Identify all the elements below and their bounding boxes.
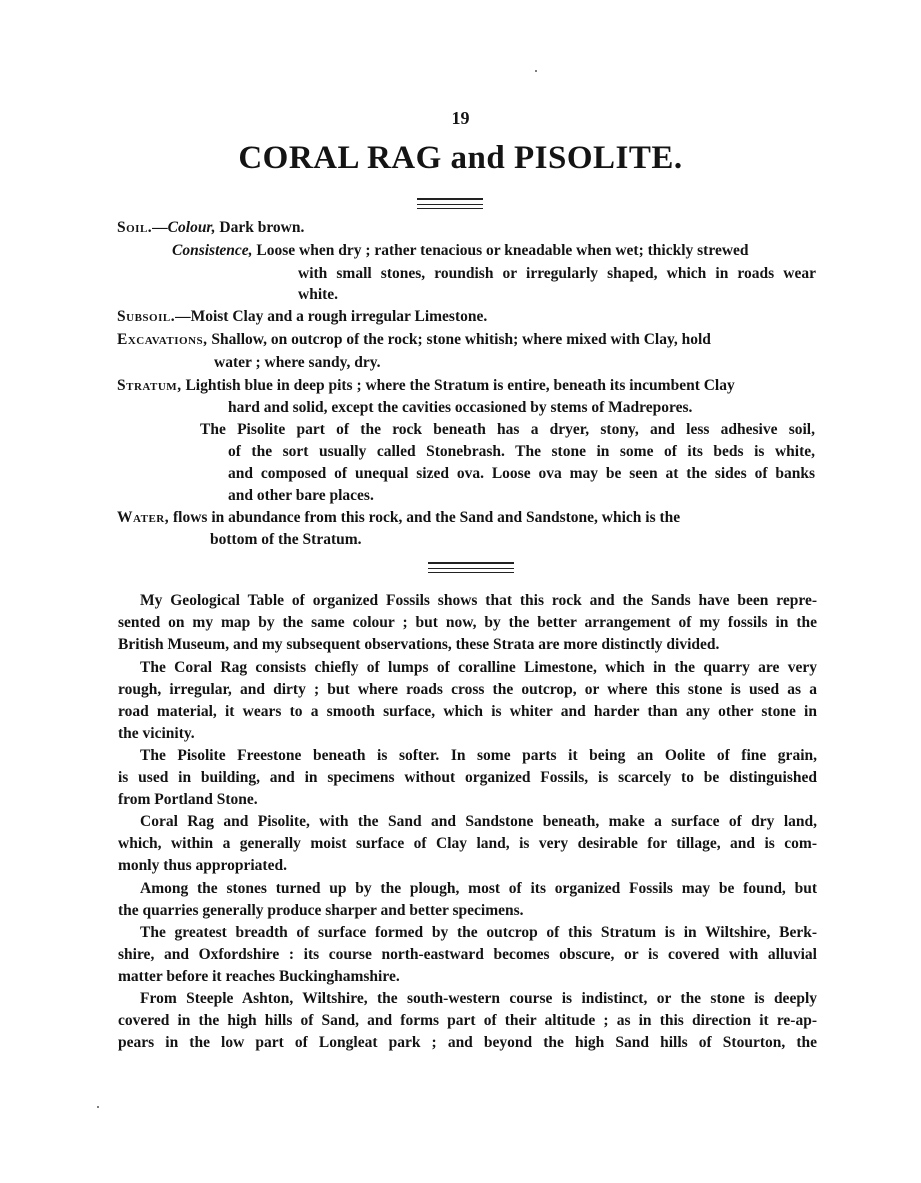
body-line: The Pisolite Freestone beneath is softer. In some parts it being an Oolite of fine grain, <box>140 747 817 764</box>
soil-consistence-line: with small stones, roundish or irregularly shaped, which in roads wear <box>298 265 816 282</box>
stratum-row <box>117 376 735 396</box>
title-double-rule <box>417 198 483 205</box>
stratum-label: Stratum, <box>117 377 182 394</box>
body-line: Coral Rag and Pisolite, with the Sand and Sandstone beneath, make a surface of dry land, <box>140 813 817 830</box>
body-line: matter before it reaches Buckinghamshire. <box>118 968 400 985</box>
soil-row: Soil.—Colour, Dark brown. <box>117 219 305 236</box>
soil-consistence-label: Consistence, <box>172 242 253 259</box>
water-row <box>117 508 680 528</box>
section-double-rule <box>428 562 514 569</box>
body-line: is used in building, and in specimens without organized Fossils, is scarcely to be distinguished <box>118 769 817 786</box>
body-line: The Coral Rag consists chiefly of lumps of coralline Limestone, which in the quarry are very <box>140 659 817 676</box>
pisolite-line: and composed of unequal sized ova. Loose ova may be seen at the sides of banks <box>228 465 815 482</box>
excavations-line: Shallow, on outcrop of the rock; stone whitish; where mixed with Clay, hold <box>211 331 711 348</box>
soil-consistence-line: white. <box>298 286 339 303</box>
soil-colour-label: Colour, <box>167 219 216 236</box>
page-speck <box>535 70 537 72</box>
water-line: flows in abundance from this rock, and the Sand and Sandstone, which is the <box>173 509 681 526</box>
page-number: 19 <box>451 108 470 128</box>
soil-colour-value: Dark brown. <box>219 219 305 236</box>
body-line: covered in the high hills of Sand, and forms part of their altitude ; as in this direction it re-ap- <box>118 1012 817 1029</box>
body-line: My Geological Table of organized Fossils shows that this rock and the Sands have been repre- <box>140 592 817 609</box>
excavations-line: water ; where sandy, dry. <box>214 354 381 371</box>
title-single-rule <box>417 208 483 209</box>
water-line: bottom of the Stratum. <box>210 531 362 548</box>
page-title: CORAL RAG and PISOLITE. <box>238 140 683 176</box>
section-single-rule <box>428 572 514 573</box>
body-line: Among the stones turned up by the plough, most of its organized Fossils may be found, but <box>140 880 817 897</box>
pisolite-line: and other bare places. <box>228 487 374 504</box>
subsoil-row: Subsoil.—Moist Clay and a rough irregular Limestone. <box>117 308 488 325</box>
body-line: shire, and Oxfordshire : its course north-eastward becomes obscure, or is covered with alluvial <box>118 946 817 963</box>
pisolite-line: of the sort usually called Stonebrash. The stone in some of its beds is white, <box>228 443 815 460</box>
body-line: which, within a generally moist surface of Clay land, is very desirable for tillage, and is com- <box>118 835 817 852</box>
body-line: from Portland Stone. <box>118 791 258 808</box>
body-line: The greatest breadth of surface formed by the outcrop of this Stratum is in Wiltshire, Berk- <box>140 924 817 941</box>
soil-consistence-row <box>172 241 749 261</box>
excavations-row <box>117 330 711 350</box>
body-line: monly thus appropriated. <box>118 857 287 874</box>
excavations-label: Excavations, <box>117 331 208 348</box>
body-line: the vicinity. <box>118 725 195 742</box>
body-line: pears in the low part of Longleat park ; and beyond the high Sand hills of Stourton, the <box>118 1034 817 1051</box>
body-line: sented on my map by the same colour ; but now, by the better arrangement of my fossils in the <box>118 614 817 631</box>
soil-consistence-line: Loose when dry ; rather tenacious or kneadable when wet; thickly strewed <box>256 242 749 259</box>
stratum-line: Lightish blue in deep pits ; where the Stratum is entire, beneath its incumbent Clay <box>185 377 735 394</box>
body-line: road material, it wears to a smooth surface, which is whiter and harder than any other stone in <box>118 703 817 720</box>
soil-label: Soil. <box>117 219 153 236</box>
subsoil-label: Subsoil. <box>117 308 176 325</box>
body-line: the quarries generally produce sharper and better specimens. <box>118 902 524 919</box>
subsoil-text: Moist Clay and a rough irregular Limestone. <box>190 308 488 325</box>
page-speck <box>97 1106 99 1108</box>
body-line: From Steeple Ashton, Wiltshire, the south-western course is indistinct, or the stone is deeply <box>140 990 817 1007</box>
water-label: Water, <box>117 509 170 526</box>
body-line: rough, irregular, and dirty ; but where roads cross the outcrop, or where this stone is used as a <box>118 681 817 698</box>
body-line: British Museum, and my subsequent observations, these Strata are more distinctly divided. <box>118 636 720 653</box>
stratum-line: hard and solid, except the cavities occasioned by stems of Madrepores. <box>228 399 693 416</box>
pisolite-line: The Pisolite part of the rock beneath has a dryer, stony, and less adhesive soil, <box>200 421 815 438</box>
